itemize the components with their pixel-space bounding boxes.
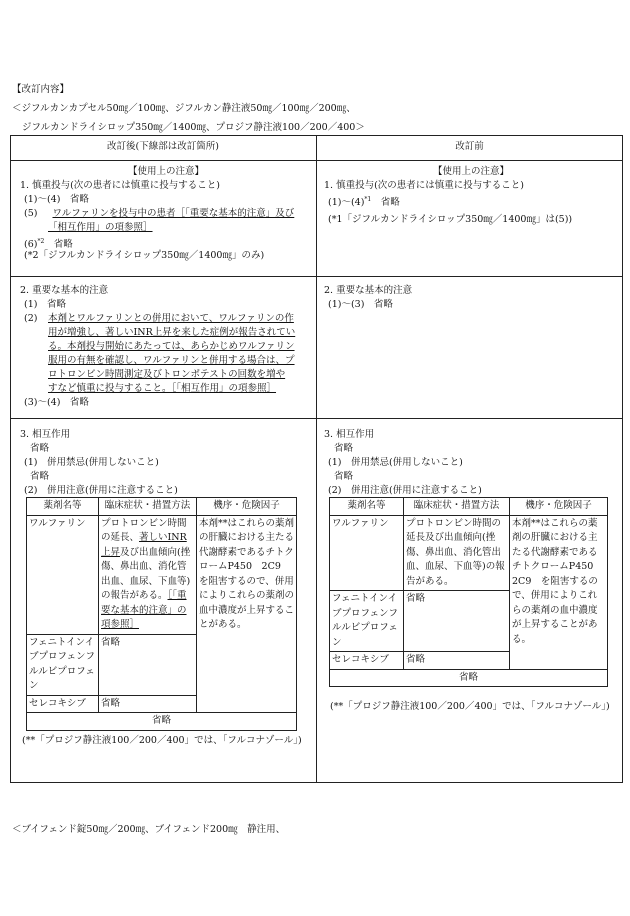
- before-contraindicated: (1) 併用禁忌(併用しないこと): [328, 457, 463, 468]
- before-precautions: (2) 併用注意(併用に注意すること): [328, 485, 482, 496]
- after-important-2: [20, 312, 312, 396]
- after-careful-5-text-2: 「相互作用」の項参照］: [48, 222, 153, 233]
- before-important-title: 2. 重要な基本的注意: [324, 285, 413, 296]
- header-divider: [10, 160, 623, 161]
- before-contraindicated-omit: 省略: [334, 471, 354, 482]
- after-section-3: [20, 428, 312, 498]
- after-careful-6-num: (6): [24, 239, 38, 250]
- after-careful-6-mark: *2: [37, 238, 45, 245]
- after-careful-6-rest: 省略: [44, 239, 73, 250]
- row-divider-1: [10, 276, 623, 277]
- before-table-omit: 省略: [330, 669, 608, 687]
- after-table-omit: 省略: [27, 713, 297, 731]
- after-careful-1-4: (1)～(4) 省略: [24, 194, 89, 205]
- before-section-title: 【使用上の注意】: [432, 166, 509, 177]
- after-warfarin-symptoms: プロトロンビン時間の延長、著しいINR上昇及び出血傾向(挫傷、鼻出血、消化管出血、血尿、下血等)の報告がある。［「重要な基本的注意」の項参照］: [99, 515, 197, 634]
- next-product-list: ＜ブイフェンド錠50㎎／200㎎、ブイフェンド200㎎ 静注用、: [12, 824, 286, 835]
- after-section-title: 【使用上の注意】: [127, 166, 204, 177]
- after-important-2-line: 服用の有無を確認し、ワルファリンと併用する場合は、プ: [48, 355, 295, 366]
- after-careful-6: [20, 235, 312, 249]
- after-important-3-4: (3)～(4) 省略: [24, 397, 89, 408]
- after-interactions-title: 3. 相互作用: [20, 429, 71, 440]
- before-section-2: [324, 284, 618, 312]
- after-careful-admin-title: 1. 慎重投与(次の患者には慎重に投与すること): [20, 180, 220, 191]
- after-careful-5: [20, 207, 312, 221]
- after-important-2-line: る。本剤投与開始にあたっては、あらかじめワルファリン: [48, 341, 295, 352]
- before-careful-1-4-rest: 省略: [371, 197, 400, 208]
- after-section-2: [20, 284, 312, 410]
- after-phenytoin-symptoms: 省略: [99, 634, 197, 695]
- after-interaction-table: [26, 497, 297, 731]
- before-careful-1-4-mark: *1: [364, 196, 372, 203]
- revision-heading: 【改訂内容】: [12, 84, 70, 95]
- after-careful-5-text-2-wrap: [20, 221, 312, 235]
- before-careful-admin-title: 1. 慎重投与(次の患者には慎重に投与すること): [324, 180, 524, 191]
- before-mechanism: 本剤**はこれらの薬剤の肝臓における主たる代謝酵素であるチトクロームP450 2C9 を阻害するので、併用によりこれらの薬剤の血中濃度が上昇することがある。: [510, 515, 608, 669]
- after-careful-5-num: (5): [24, 208, 38, 219]
- after-warfarin-ref: ［「重要な基本的注意」の項参照］: [101, 590, 187, 630]
- before-section-1: [324, 165, 618, 227]
- before-important-1-3: (1)～(3) 省略: [328, 299, 393, 310]
- before-phenytoin-drug: フェニトインイブプロフェンフルルビプロフェン: [330, 591, 404, 652]
- after-interactions-omit: 省略: [30, 443, 50, 454]
- after-mechanism: 本剤**はこれらの薬剤の肝臓における主たる代謝酵素であるチトクロームP450 2C9 を阻害するので、併用によりこれらの薬剤の血中濃度が上昇することがある。: [197, 515, 297, 713]
- after-column-header: 改訂後(下線部は改訂箇所): [107, 141, 219, 152]
- after-warfarin-drug: ワルファリン: [27, 515, 99, 634]
- after-celecoxib-drug: セレコキシブ: [27, 695, 99, 713]
- after-footnote: (**「プロジフ静注液100／200／400」では、「フルコナゾール」): [22, 735, 302, 746]
- before-celecoxib-symptoms: 省略: [404, 652, 510, 670]
- before-footnote: (**「プロジフ静注液100／200／400」では、「フルコナゾール」): [330, 701, 610, 712]
- after-important-2-num: (2): [24, 313, 38, 324]
- before-careful-note: (*1「ジフルカンドライシロップ350㎎／1400㎎」は(5)): [328, 214, 573, 225]
- column-divider: [316, 135, 317, 783]
- after-careful-note: (*2「ジフルカンドライシロップ350㎎／1400㎎」のみ): [24, 250, 265, 261]
- after-important-2-line: ロトロンビン時間測定及びトロンボテストの回数を増や: [48, 369, 286, 380]
- after-th-mechanism: 機序・危険因子: [197, 498, 297, 516]
- after-important-1: (1) 省略: [24, 299, 66, 310]
- after-contraindicated: (1) 併用禁忌(併用しないこと): [24, 457, 159, 468]
- before-celecoxib-drug: セレコキシブ: [330, 652, 404, 670]
- before-th-drug: 薬剤名等: [330, 498, 404, 516]
- after-th-drug: 薬剤名等: [27, 498, 99, 516]
- before-interaction-table: [329, 497, 608, 687]
- after-section-1: [20, 165, 312, 263]
- before-column-header: 改訂前: [455, 141, 484, 152]
- before-th-mechanism: 機序・危険因子: [510, 498, 608, 516]
- before-section-3: [324, 428, 618, 498]
- after-important-title: 2. 重要な基本的注意: [20, 285, 109, 296]
- before-th-symptoms: 臨床症状・措置方法: [404, 498, 510, 516]
- after-important-2-line: 用が増強し、著しいINR上昇を来した症例が報告されてい: [48, 327, 296, 338]
- after-warfarin-inr: 著しいINR上昇: [101, 532, 187, 558]
- after-precautions: (2) 併用注意(併用に注意すること): [24, 485, 178, 496]
- before-interactions-title: 3. 相互作用: [324, 429, 375, 440]
- product-list-line-2: ジフルカンドライシロップ350㎎／1400㎎、プロジフ静注液100／200／400＞: [22, 122, 365, 133]
- before-phenytoin-symptoms: 省略: [404, 591, 510, 652]
- before-interactions-omit: 省略: [334, 443, 354, 454]
- after-contraindicated-omit: 省略: [30, 471, 50, 482]
- product-list-line-1: ＜ジフルカンカプセル50㎎／100㎎、ジフルカン静注液50㎎／100㎎／200㎎、: [12, 103, 356, 114]
- before-warfarin-symptoms: プロトロンビン時間の延長及び出血傾向(挫傷、鼻出血、消化管出血、血尿、下血等)の報告がある。: [404, 515, 510, 591]
- before-warfarin-drug: ワルファリン: [330, 515, 404, 591]
- before-careful-1-4-num: (1)～(4): [328, 197, 365, 208]
- after-important-2-line: 本剤とワルファリンとの併用において、ワルファリンの作: [48, 313, 294, 324]
- after-important-2-line: すなど慎重に投与すること。［「相互作用」の項参照］: [48, 383, 277, 394]
- after-th-symptoms: 臨床症状・措置方法: [99, 498, 197, 516]
- after-phenytoin-drug: フェニトインイブプロフェンフルルビプロフェン: [27, 634, 99, 695]
- row-divider-2: [10, 418, 623, 419]
- before-careful-1-4: [324, 193, 618, 207]
- after-celecoxib-symptoms: 省略: [99, 695, 197, 713]
- after-careful-5-text-1: ワルファリンを投与中の患者［「重要な基本的注意」及び: [52, 208, 295, 219]
